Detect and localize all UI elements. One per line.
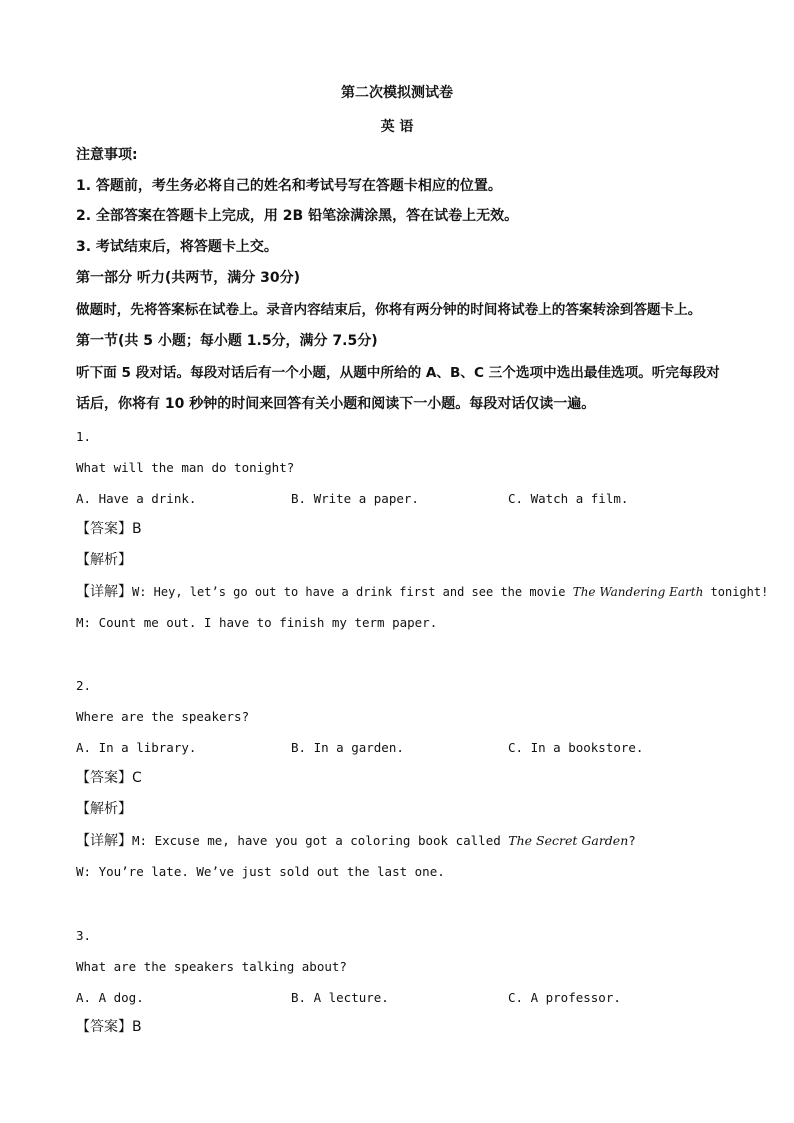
analysis-label: 【解析】 — [76, 801, 132, 817]
option-a: A. A dog. — [76, 990, 144, 1005]
option-c: C. A professor. — [508, 990, 621, 1005]
subject-title: 英 语 — [380, 119, 414, 135]
part1-heading: 第一部分 听力(共两节，满分 30分) — [76, 270, 301, 286]
exam-title: 第二次模拟测试卷 — [341, 85, 453, 101]
detail-line — [76, 832, 636, 850]
option-a: A. Have a drink. — [76, 491, 197, 506]
notice-item: 3. 考试结束后，将答题卡上交。 — [76, 239, 278, 255]
question-number: 3. — [76, 928, 92, 943]
section1-instruction: 话后，你将有 10 秒钟的时间来回答有关小题和阅读下一小题。每段对话仅读一遍。 — [76, 396, 596, 412]
analysis-label: 【解析】 — [76, 552, 132, 568]
question-stem: What are the speakers talking about? — [76, 959, 347, 974]
option-b: B. Write a paper. — [291, 491, 419, 506]
dialogue-text: ? — [628, 833, 636, 848]
dialogue-text: W: Hey, let’s go out to have a drink first and see the movie — [132, 585, 573, 599]
notice-heading: 注意事项: — [76, 147, 138, 163]
question-stem: Where are the speakers? — [76, 709, 250, 724]
detail-line — [76, 583, 768, 601]
dialogue-line: W: You’re late. We’ve just sold out the last one. — [76, 864, 445, 879]
book-title: The Secret Garden — [508, 833, 629, 848]
question-number: 1. — [76, 429, 92, 444]
dialogue-line: M: Count me out. I have to finish my term paper. — [76, 615, 438, 630]
part1-instruction: 做题时，先将答案标在试卷上。录音内容结束后，你将有两分钟的时间将试卷上的答案转涂到答题卡上。 — [76, 302, 702, 318]
notice-item: 2. 全部答案在答题卡上完成，用 2B 铅笔涂满涂黑，答在试卷上无效。 — [76, 208, 519, 224]
answer-label: 【答案】B — [76, 1019, 142, 1035]
movie-title: The Wandering Earth — [572, 585, 704, 599]
question-number: 2. — [76, 678, 92, 693]
detail-label: 【详解】 — [76, 833, 132, 849]
answer-label: 【答案】C — [76, 770, 142, 786]
option-a: A. In a library. — [76, 740, 197, 755]
section1-heading: 第一节(共 5 小题；每小题 1.5分，满分 7.5分) — [76, 333, 378, 349]
option-c: C. In a bookstore. — [508, 740, 644, 755]
notice-item: 1. 答题前，考生务必将自己的姓名和考试号写在答题卡相应的位置。 — [76, 178, 502, 194]
dialogue-text: M: Excuse me, have you got a coloring book called — [132, 833, 509, 848]
option-c: C. Watch a film. — [508, 491, 629, 506]
option-b: B. In a garden. — [291, 740, 404, 755]
option-b: B. A lecture. — [291, 990, 389, 1005]
dialogue-text: tonight! — [703, 585, 769, 599]
section1-instruction: 听下面 5 段对话。每段对话后有一个小题，从题中所给的 A、B、C 三个选项中选出最佳选项。听完每段对 — [76, 365, 720, 381]
answer-label: 【答案】B — [76, 521, 142, 537]
question-stem: What will the man do tonight? — [76, 460, 295, 475]
detail-label: 【详解】 — [76, 584, 132, 600]
